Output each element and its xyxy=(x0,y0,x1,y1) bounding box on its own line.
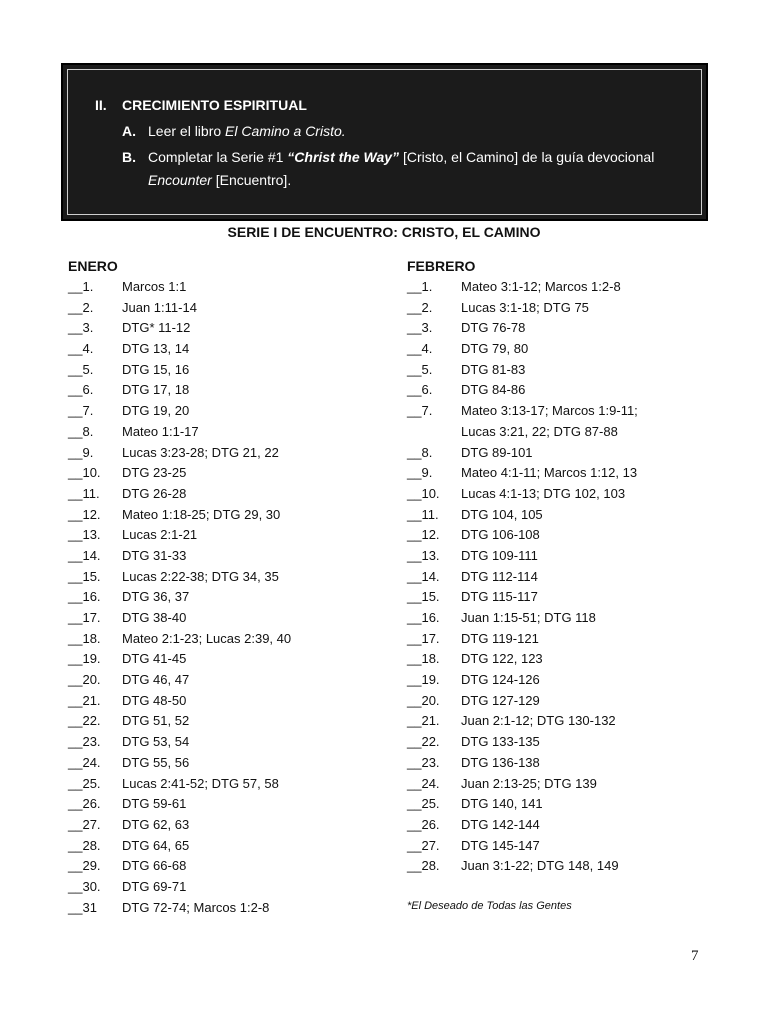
reading-row xyxy=(68,734,190,755)
reading-row xyxy=(68,299,197,321)
reading-row xyxy=(68,465,187,486)
day-checkbox-line: __9. xyxy=(407,465,433,481)
reading-reference: DTG 23-25 xyxy=(122,465,187,481)
reading-row xyxy=(68,837,190,859)
day-checkbox-line: __2. xyxy=(407,299,433,315)
reading-row xyxy=(407,361,526,383)
reading-row xyxy=(407,403,638,424)
reading-row xyxy=(407,527,540,548)
reading-row xyxy=(407,672,540,693)
reading-reference: Juan 2:1-12; DTG 130-132 xyxy=(461,713,616,729)
reading-reference: Lucas 2:41-52; DTG 57, 58 xyxy=(122,775,279,791)
day-checkbox-line: __14. xyxy=(68,547,101,563)
reading-reference: Lucas 2:22-38; DTG 34, 35 xyxy=(122,568,279,584)
day-checkbox-line: __18. xyxy=(407,651,440,667)
reading-row xyxy=(407,444,533,466)
reading-reference: DTG 69-71 xyxy=(122,878,187,894)
reading-reference: DTG* 11-12 xyxy=(122,320,191,336)
february-reading-list xyxy=(407,279,638,879)
reading-reference: DTG 51, 52 xyxy=(122,713,190,729)
reading-row xyxy=(407,485,626,507)
reading-reference: DTG 13, 14 xyxy=(122,341,190,357)
reading-reference: DTG 145-147 xyxy=(461,837,540,853)
day-checkbox-line: __4. xyxy=(68,341,94,357)
reading-reference: DTG 119-121 xyxy=(461,630,539,646)
day-checkbox-line: __28. xyxy=(407,858,440,874)
day-checkbox-line: __17. xyxy=(68,610,101,625)
reading-row xyxy=(68,506,281,528)
item-b-suffix: [Encuentro]. xyxy=(211,172,292,188)
reading-row xyxy=(407,734,540,755)
day-checkbox-line: __30. xyxy=(68,878,101,894)
section-header-box xyxy=(61,63,708,221)
reading-row xyxy=(68,527,198,548)
reading-reference: DTG 112-114 xyxy=(461,568,538,584)
reading-row xyxy=(68,444,279,466)
reading-reference: DTG 106-108 xyxy=(461,527,540,543)
reading-row xyxy=(407,692,540,714)
day-checkbox-line: __14. xyxy=(407,568,440,584)
series-title: SERIE I DE ENCUENTRO: CRISTO, EL CAMINO xyxy=(227,224,541,240)
reading-row xyxy=(68,796,187,817)
reading-row xyxy=(68,899,270,921)
day-checkbox-line: __1. xyxy=(407,279,433,294)
reading-reference: Lucas 2:1-21 xyxy=(122,527,198,543)
reading-reference: DTG 140, 141 xyxy=(461,796,543,812)
reading-reference: DTG 64, 65 xyxy=(122,837,190,853)
february-title: FEBRERO xyxy=(407,258,476,274)
reading-row xyxy=(407,630,539,652)
day-checkbox-line: __26. xyxy=(68,796,101,812)
reading-reference: Mateo 1:1-17 xyxy=(122,423,199,439)
reading-reference: DTG 142-144 xyxy=(461,816,540,832)
reading-reference: DTG 55, 56 xyxy=(122,754,190,770)
item-a-book-title: El Camino a Cristo. xyxy=(225,123,346,139)
day-checkbox-line: __6. xyxy=(68,382,94,398)
reading-reference: DTG 122, 123 xyxy=(461,651,543,667)
reading-row xyxy=(407,382,526,403)
day-checkbox-line: __11. xyxy=(407,506,439,522)
item-b-line1 xyxy=(148,149,654,165)
section-header-inner-border xyxy=(67,69,702,215)
day-checkbox-line: __15. xyxy=(407,589,440,605)
reading-reference: DTG 89-101 xyxy=(461,444,533,460)
day-checkbox-line: __2. xyxy=(68,299,94,315)
page-number: 7 xyxy=(691,948,699,964)
day-checkbox-line: __22. xyxy=(407,734,440,750)
day-checkbox-line: __7. xyxy=(407,403,433,419)
reading-reference: DTG 136-138 xyxy=(461,754,540,770)
reading-reference: Marcos 1:1 xyxy=(122,279,187,294)
day-checkbox-line: __10. xyxy=(407,485,440,501)
reading-row xyxy=(68,361,190,383)
reading-row xyxy=(407,651,543,672)
reading-reference: DTG 31-33 xyxy=(122,547,187,563)
reading-row xyxy=(68,589,190,610)
reading-reference: DTG 124-126 xyxy=(461,672,540,688)
reading-reference: Juan 1:15-51; DTG 118 xyxy=(461,610,596,625)
reading-row xyxy=(68,279,187,300)
reading-reference: Lucas 3:23-28; DTG 21, 22 xyxy=(122,444,279,460)
reading-reference: DTG 76-78 xyxy=(461,320,526,336)
reading-reference: Mateo 3:13-17; Marcos 1:9-11; xyxy=(461,403,638,419)
item-b-line2 xyxy=(148,172,291,188)
footnote: *El Deseado de Todas las Gentes xyxy=(407,900,572,912)
reading-row xyxy=(407,465,638,486)
day-checkbox-line: __29. xyxy=(68,858,101,874)
reading-row xyxy=(407,423,618,445)
reading-reference: DTG 62, 63 xyxy=(122,816,190,832)
reading-reference: DTG 115-117 xyxy=(461,589,538,605)
reading-row xyxy=(407,816,540,838)
reading-row xyxy=(68,672,190,693)
day-checkbox-line: __13. xyxy=(68,527,101,543)
day-checkbox-line: __25. xyxy=(68,775,101,791)
reading-reference: DTG 15, 16 xyxy=(122,361,190,377)
day-checkbox-line: __28. xyxy=(68,837,101,853)
day-checkbox-line: __12. xyxy=(407,527,440,543)
item-b-prefix: Completar la Serie #1 xyxy=(148,149,288,165)
reading-reference: DTG 109-111 xyxy=(461,547,538,563)
reading-row xyxy=(407,610,596,631)
day-checkbox-line: __15. xyxy=(68,568,101,584)
reading-row xyxy=(407,568,538,590)
reading-reference: DTG 36, 37 xyxy=(122,589,190,605)
day-checkbox-line: __23. xyxy=(68,734,101,750)
day-checkbox-line: __10. xyxy=(68,465,101,481)
reading-row xyxy=(68,858,187,879)
day-checkbox-line: __19. xyxy=(407,672,440,688)
reading-reference: DTG 17, 18 xyxy=(122,382,190,398)
reading-row xyxy=(68,320,191,341)
reading-row xyxy=(68,423,199,445)
day-checkbox-line: __5. xyxy=(68,361,94,377)
day-checkbox-line: __6. xyxy=(407,382,433,398)
reading-row xyxy=(407,547,538,569)
reading-row xyxy=(407,506,543,528)
reading-row xyxy=(407,320,526,341)
day-checkbox-line: __8. xyxy=(407,444,433,460)
item-a-prefix: Leer el libro xyxy=(148,123,226,139)
january-title: ENERO xyxy=(68,258,118,274)
day-checkbox-line: __23. xyxy=(407,754,440,770)
reading-row xyxy=(407,837,540,859)
reading-reference: DTG 19, 20 xyxy=(122,403,190,419)
reading-reference: Mateo 3:1-12; Marcos 1:2-8 xyxy=(461,279,621,294)
day-checkbox-line: __31 xyxy=(68,899,97,915)
reading-reference: DTG 53, 54 xyxy=(122,734,190,750)
day-checkbox-line: __4. xyxy=(407,341,433,357)
day-checkbox-line: __8. xyxy=(68,423,94,439)
reading-row xyxy=(68,754,190,776)
reading-reference: DTG 133-135 xyxy=(461,734,540,750)
day-checkbox-line: __11. xyxy=(68,485,100,501)
day-checkbox-line: __22. xyxy=(68,713,101,729)
reading-row xyxy=(68,403,190,424)
day-checkbox-line: __7. xyxy=(68,403,94,419)
reading-reference: DTG 66-68 xyxy=(122,858,187,874)
day-checkbox-line: __20. xyxy=(68,672,101,688)
reading-reference: DTG 59-61 xyxy=(122,796,187,812)
reading-row xyxy=(68,568,279,590)
day-checkbox-line: __19. xyxy=(68,651,101,667)
reading-reference: DTG 81-83 xyxy=(461,361,526,377)
reading-reference: DTG 48-50 xyxy=(122,692,187,708)
day-checkbox-line: __27. xyxy=(68,816,101,832)
reading-row xyxy=(68,610,187,631)
item-a-text xyxy=(148,123,346,139)
day-checkbox-line: __20. xyxy=(407,692,440,708)
reading-reference: DTG 26-28 xyxy=(122,485,187,501)
reading-row xyxy=(68,713,190,734)
day-checkbox-line: __21. xyxy=(407,713,440,729)
reading-reference: DTG 104, 105 xyxy=(461,506,543,522)
day-checkbox-line: __17. xyxy=(407,630,440,646)
reading-reference: DTG 46, 47 xyxy=(122,672,190,688)
reading-row xyxy=(407,279,621,300)
item-b-label: B. xyxy=(122,149,136,165)
item-a-label: A. xyxy=(122,123,136,139)
reading-row xyxy=(68,630,292,652)
reading-reference: DTG 38-40 xyxy=(122,610,187,625)
section-number: II. xyxy=(95,97,107,113)
reading-reference: Juan 1:11-14 xyxy=(122,299,197,315)
day-checkbox-line: __3. xyxy=(407,320,433,336)
day-checkbox-line: __16. xyxy=(407,610,440,625)
reading-row xyxy=(68,651,187,672)
day-checkbox-line: __24. xyxy=(407,775,440,791)
day-checkbox-line: __27. xyxy=(407,837,440,853)
january-column xyxy=(68,258,292,920)
reading-row xyxy=(407,713,616,734)
reading-reference: Juan 3:1-22; DTG 148, 149 xyxy=(461,858,619,874)
reading-reference: DTG 84-86 xyxy=(461,382,526,398)
day-checkbox-line: __12. xyxy=(68,506,101,522)
reading-row xyxy=(407,754,540,776)
reading-row xyxy=(68,485,187,507)
reading-reference: DTG 127-129 xyxy=(461,692,540,708)
day-checkbox-line: __24. xyxy=(68,754,101,770)
item-b-middle: [Cristo, el Camino] de la guía devocional xyxy=(399,149,655,165)
reading-row xyxy=(68,775,279,797)
reading-reference: Lucas 4:1-13; DTG 102, 103 xyxy=(461,485,626,501)
reading-reference: Mateo 2:1-23; Lucas 2:39, 40 xyxy=(122,630,292,646)
reading-reference: Juan 2:13-25; DTG 139 xyxy=(461,775,597,791)
reading-row xyxy=(68,547,187,569)
day-checkbox-line: __25. xyxy=(407,796,440,812)
reading-row xyxy=(407,589,538,610)
day-checkbox-line: __18. xyxy=(68,630,101,646)
reading-row xyxy=(407,341,529,362)
reading-reference: DTG 72-74; Marcos 1:2-8 xyxy=(122,899,270,915)
day-checkbox-line: __13. xyxy=(407,547,440,563)
reading-row xyxy=(407,775,597,797)
reading-row xyxy=(407,858,619,879)
day-checkbox-line: __5. xyxy=(407,361,433,377)
day-checkbox-line: __26. xyxy=(407,816,440,832)
reading-reference: DTG 41-45 xyxy=(122,651,187,667)
january-reading-list xyxy=(68,279,292,920)
reading-reference: Lucas 3:1-18; DTG 75 xyxy=(461,299,589,315)
reading-row xyxy=(68,382,190,403)
reading-row xyxy=(407,796,543,817)
day-checkbox-line: __9. xyxy=(68,444,94,460)
reading-row xyxy=(407,299,589,321)
reading-reference: Mateo 4:1-11; Marcos 1:12, 13 xyxy=(461,465,638,481)
section-title: CRECIMIENTO ESPIRITUAL xyxy=(122,97,307,113)
reading-reference: DTG 79, 80 xyxy=(461,341,529,357)
reading-reference: Mateo 1:18-25; DTG 29, 30 xyxy=(122,506,281,522)
reading-row xyxy=(68,878,187,900)
day-checkbox-line: __1. xyxy=(68,279,94,294)
item-b-series-name: “Christ the Way” xyxy=(287,149,400,165)
day-checkbox-line: __16. xyxy=(68,589,101,605)
reading-row xyxy=(68,816,190,838)
day-checkbox-line: __21. xyxy=(68,692,101,708)
day-checkbox-line: __3. xyxy=(68,320,94,336)
february-column xyxy=(407,258,638,879)
item-b-encounter: Encounter xyxy=(148,172,212,188)
reading-row xyxy=(68,692,187,714)
reading-reference: Lucas 3:21, 22; DTG 87-88 xyxy=(461,423,618,439)
reading-row xyxy=(68,341,190,362)
